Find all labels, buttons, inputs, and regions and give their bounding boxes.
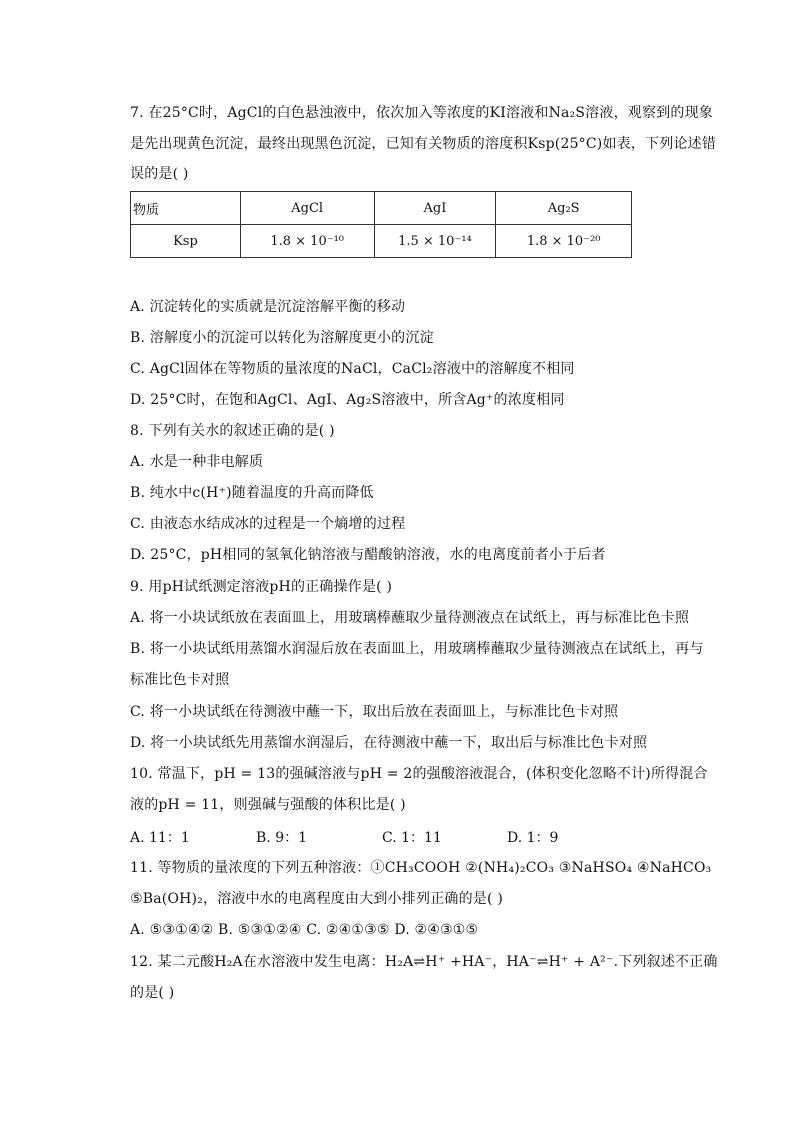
q9-option-d: D. 将一小块试纸先用蒸馏水润湿后，在待测液中蘸一下，取出后与标准比色卡对照 xyxy=(130,735,648,751)
q10-option-c: C. 1：11 xyxy=(382,830,442,846)
q11-options: A. ⑤③①④② B. ⑤③①②④ C. ②④①③⑤ D. ②④③①⑤ xyxy=(130,922,479,938)
q7-option-c: C. AgCl固体在等物质的量浓度的NaCl，CaCl₂溶液中的溶解度不相同 xyxy=(130,361,575,377)
q11-stem-line-2: ⑤Ba(OH)₂，溶液中水的电离程度由大到小排列正确的是( ) xyxy=(130,891,503,907)
q7-option-a: A. 沉淀转化的实质就是沉淀溶解平衡的移动 xyxy=(130,299,406,315)
q8-option-a: A. 水是一种非电解质 xyxy=(130,454,264,470)
q8-option-b: B. 纯水中c(H⁺)随着温度的升高而降低 xyxy=(130,485,374,501)
q9-option-c: C. 将一小块试纸在待测液中蘸一下，取出后放在表面皿上，与标准比色卡对照 xyxy=(130,704,619,720)
q12-stem-line-1: 12. 某二元酸H₂A在水溶液中发生电离：H₂A⇌H⁺ +HA⁻，HA⁻⇌H⁺ + A²⁻.下列叙述不正确 xyxy=(130,954,718,970)
q10-option-b: B. 9：1 xyxy=(256,830,308,846)
q9-stem: 9. 用pH试纸测定溶液pH的正确操作是( ) xyxy=(130,579,393,595)
q12-stem-line-2: 的是( ) xyxy=(130,985,175,1001)
ksp-header-agcl: AgCl xyxy=(240,192,374,225)
q10-option-a: A. 11：1 xyxy=(130,830,190,846)
ksp-header-substance: 物质 xyxy=(131,192,241,225)
ksp-value-agi: 1.5 × 10⁻¹⁴ xyxy=(374,225,496,258)
q9-option-b-line-1: B. 将一小块试纸用蒸馏水润湿后放在表面皿上，用玻璃棒蘸取少量待测液点在试纸上，再与 xyxy=(130,641,704,657)
ksp-value-agcl: 1.8 × 10⁻¹⁰ xyxy=(240,225,374,258)
q10-stem-line-1: 10. 常温下，pH = 13的强碱溶液与pH = 2的强酸溶液混合，(体积变化忽略不计)所得混合 xyxy=(130,766,708,782)
q7-stem-line-1: 7. 在25°C时，AgCl的白色悬浊液中，依次加入等浓度的KI溶液和Na₂S溶液，观察到的现象 xyxy=(130,105,713,121)
q10-option-d: D. 1：9 xyxy=(507,830,559,846)
q10-stem-line-2: 液的pH = 11，则强碱与强酸的体积比是( ) xyxy=(130,797,406,813)
q9-option-a: A. 将一小块试纸放在表面皿上，用玻璃棒蘸取少量待测液点在试纸上，再与标准比色卡照 xyxy=(130,610,690,626)
ksp-value-ag2s: 1.8 × 10⁻²⁰ xyxy=(496,225,632,258)
ksp-table xyxy=(130,191,632,258)
q7-option-d: D. 25°C时，在饱和AgCl、AgI、Ag₂S溶液中，所含Ag⁺的浓度相同 xyxy=(130,392,565,408)
ksp-header-agi: AgI xyxy=(374,192,496,225)
q7-option-b: B. 溶解度小的沉淀可以转化为溶解度更小的沉淀 xyxy=(130,330,434,346)
q7-stem-line-3: 误的是( ) xyxy=(130,166,189,182)
q7-stem-line-2: 是先出现黄色沉淀，最终出现黑色沉淀，已知有关物质的溶度积Ksp(25°C)如表，下列论述错 xyxy=(130,136,717,152)
q11-stem-line-1: 11. 等物质的量浓度的下列五种溶液：①CH₃COOH ②(NH₄)₂CO₃ ③NaHSO₄ ④NaHCO₃ xyxy=(130,860,712,876)
q8-option-c: C. 由液态水结成冰的过程是一个熵增的过程 xyxy=(130,516,406,532)
q9-option-b-line-2: 标准比色卡对照 xyxy=(130,672,230,688)
q8-option-d: D. 25°C，pH相同的氢氧化钠溶液与醋酸钠溶液，水的电离度前者小于后者 xyxy=(130,547,606,563)
ksp-table-value-row xyxy=(131,225,632,258)
ksp-table-header-row xyxy=(131,192,632,225)
ksp-row-label: Ksp xyxy=(131,225,241,258)
ksp-header-ag2s: Ag₂S xyxy=(496,192,632,225)
q8-stem: 8. 下列有关水的叙述正确的是( ) xyxy=(130,423,335,439)
